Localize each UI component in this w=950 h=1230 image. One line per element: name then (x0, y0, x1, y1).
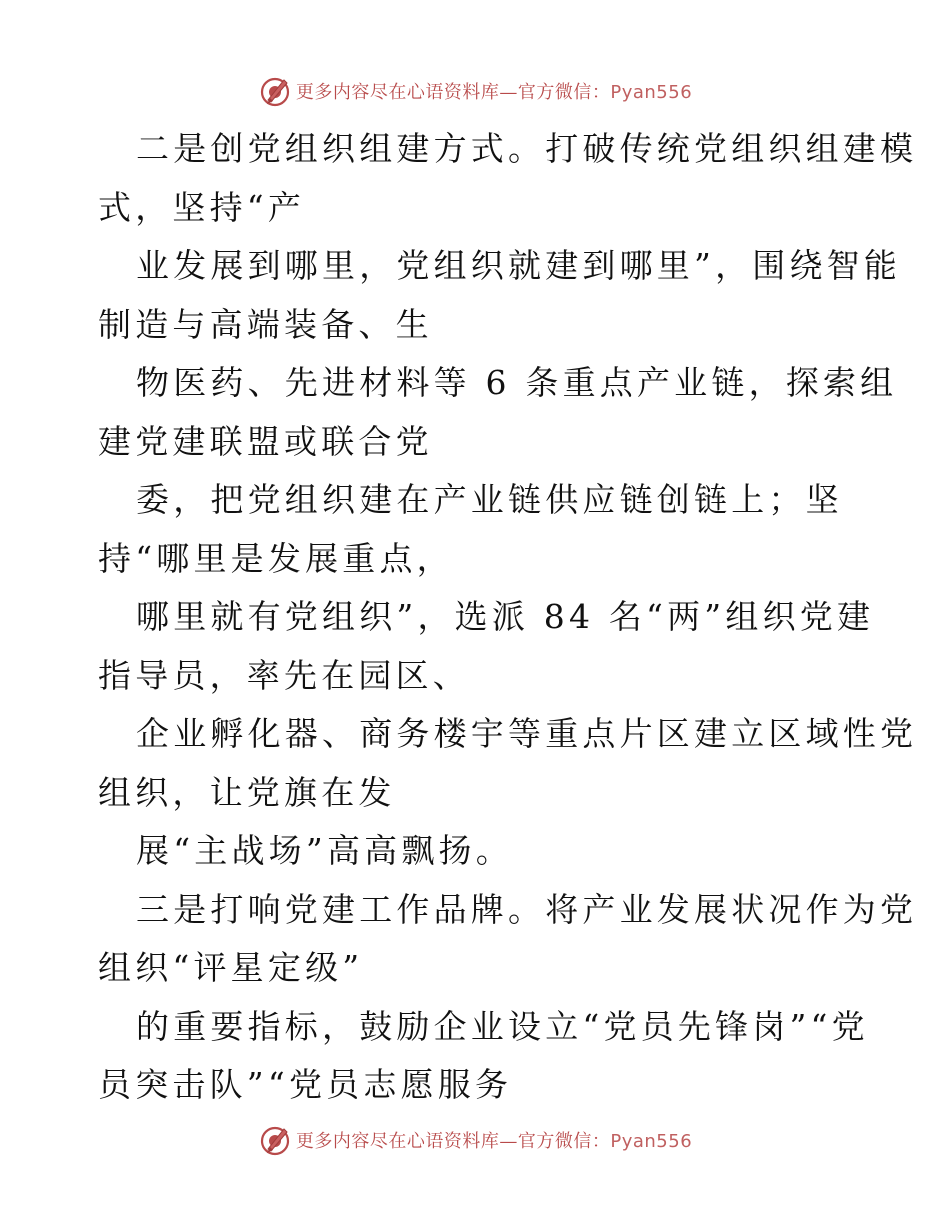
body-line: 指导员，率先在园区、 (98, 655, 470, 695)
body-line: 三是打响党建工作品牌。将产业发展状况作为党 (136, 889, 918, 929)
header-banner-text: 更多内容尽在心语资料库—官方微信：Pyan556 (295, 82, 693, 103)
body-line: 物医药、先进材料等 6 条重点产业链，探索组 (136, 363, 898, 402)
quill-logo-icon (258, 74, 292, 108)
body-line: 二是创党组织组建方式。打破传统党组织组建模 (136, 129, 918, 168)
body-line: 企业孵化器、商务楼宇等重点片区建立区域性党 (136, 714, 918, 753)
body-line: 式，坚持“产 (98, 187, 306, 227)
body-line: 展“主战场”高高飘扬。 (136, 831, 513, 870)
body-line: 组织，让党旗在发 (98, 772, 396, 812)
body-line: 的重要指标，鼓励企业设立“党员先锋岗”“党 (136, 1006, 869, 1046)
footer-banner-text: 更多内容尽在心语资料库—官方微信：Pyan556 (295, 1131, 693, 1152)
body-line: 建党建联盟或联合党 (98, 421, 433, 461)
body-line: 业发展到哪里，党组织就建到哪里”，围绕智能 (136, 246, 902, 285)
body-line: 制造与高端装备、生 (98, 304, 433, 344)
quill-logo-icon (258, 1123, 292, 1157)
header-wechat-handle: Pyan556 (610, 82, 693, 103)
document-body (98, 120, 918, 1115)
body-line: 哪里就有党组织”，选派 84 名“两”组织党建 (136, 597, 875, 636)
header-banner (0, 71, 950, 111)
body-line: 员突击队”“党员志愿服务 (98, 1065, 513, 1104)
footer-banner (0, 1120, 950, 1160)
footer-wechat-handle: Pyan556 (610, 1131, 693, 1152)
body-line: 委，把党组织建在产业链供应链创链上；坚 (136, 480, 843, 519)
body-line: 组织“评星定级” (98, 948, 364, 987)
body-line: 持“哪里是发展重点， (98, 538, 454, 578)
